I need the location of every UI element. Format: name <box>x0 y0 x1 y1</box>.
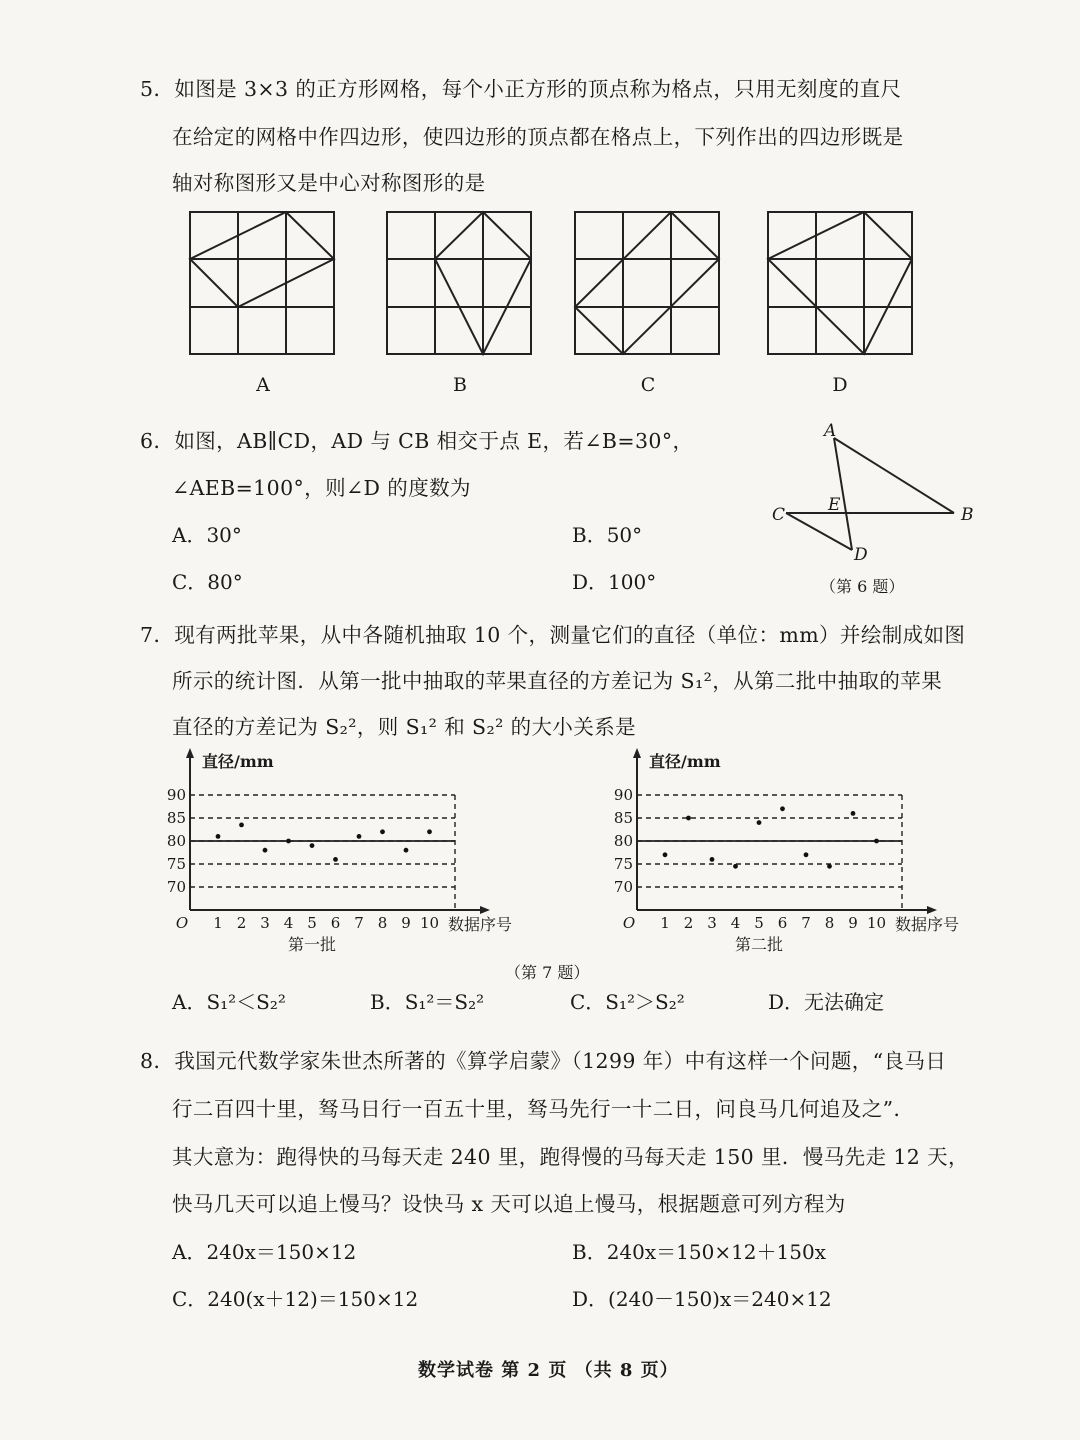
y-tick-label: 75 <box>613 855 633 873</box>
q7-chart-batch-1 <box>165 748 585 958</box>
q6-option-a: A．30° <box>172 523 242 547</box>
y-axis-label: 直径/mm <box>649 752 721 771</box>
data-point <box>710 857 715 862</box>
x-tick-label: 6 <box>330 914 341 932</box>
data-point <box>874 839 879 844</box>
q5-label-c: C <box>640 374 656 396</box>
data-point <box>804 852 809 857</box>
q6-option-b: B．50° <box>572 523 643 547</box>
x-tick-label: 1 <box>660 914 670 932</box>
x-axis-label: 数据序号 <box>895 915 960 934</box>
q7-chart-batch-2 <box>612 748 1032 958</box>
x-tick-label: 5 <box>754 914 764 932</box>
data-point <box>357 834 362 839</box>
q6-line-2: ∠AEB=100°，则∠D 的度数为 <box>172 476 471 500</box>
q7-option-a: A．S₁²＜S₂² <box>172 990 286 1014</box>
q6-point-a: A <box>824 421 837 441</box>
q8-option-a: A．240x＝150×12 <box>172 1240 357 1264</box>
q8-line-3: 其大意为：跑得快的马每天走 240 里，跑得慢的马每天走 150 里．慢马先走 12 天， <box>172 1145 969 1169</box>
q8-option-b: B．240x＝150×12＋150x <box>572 1240 826 1264</box>
data-point <box>733 864 738 869</box>
data-point <box>427 829 432 834</box>
q8-line-1: 8．我国元代数学家朱世杰所著的《算学启蒙》（1299 年）中有这样一个问题，“良马日 <box>140 1049 947 1073</box>
y-tick-label: 80 <box>613 832 633 850</box>
q5-line-1: 5．如图是 3×3 的正方形网格，每个小正方形的顶点称为格点，只用无刻度的直尺 <box>140 77 902 101</box>
y-axis-label: 直径/mm <box>202 752 274 771</box>
origin-label: O <box>175 914 189 932</box>
y-tick-label: 90 <box>613 786 633 804</box>
y-tick-label: 70 <box>613 878 633 896</box>
y-tick-label: 80 <box>166 832 186 850</box>
x-tick-label: 10 <box>866 914 887 932</box>
q8-line-2: 行二百四十里，驽马日行一百五十里，驽马先行一十二日，问良马几何追及之”． <box>172 1097 915 1121</box>
q5-figure-a <box>190 212 334 354</box>
q8-option-d: D．(240－150)x＝240×12 <box>572 1287 832 1311</box>
origin-label: O <box>622 914 636 932</box>
y-tick-label: 85 <box>166 809 186 827</box>
q5-figure-b <box>387 212 531 354</box>
x-tick-label: 3 <box>260 914 270 932</box>
x-tick-label: 8 <box>824 914 835 932</box>
x-axis-label: 数据序号 <box>448 915 513 934</box>
chart-title: 第一批 <box>287 935 337 954</box>
x-tick-label: 2 <box>683 914 694 932</box>
q5-line-3: 轴对称图形又是中心对称图形的是 <box>172 171 486 195</box>
q7-option-b: B．S₁²＝S₂² <box>370 990 485 1014</box>
x-tick-label: 7 <box>801 914 811 932</box>
data-point <box>286 839 291 844</box>
q7-line-2: 所示的统计图．从第一批中抽取的苹果直径的方差记为 S₁²，从第二批中抽取的苹果 <box>172 669 943 693</box>
data-point <box>780 806 785 811</box>
q7-line-3: 直径的方差记为 S₂²，则 S₁² 和 S₂² 的大小关系是 <box>172 715 637 739</box>
x-tick-label: 10 <box>419 914 440 932</box>
x-tick-label: 7 <box>354 914 364 932</box>
data-point <box>310 843 315 848</box>
y-tick-label: 75 <box>166 855 186 873</box>
q6-point-e: E <box>828 495 841 515</box>
data-point <box>380 829 385 834</box>
x-axis-arrow <box>927 906 937 914</box>
x-tick-label: 9 <box>848 914 858 932</box>
data-point <box>333 857 338 862</box>
data-point <box>851 811 856 816</box>
q7-option-d: D．无法确定 <box>768 990 885 1014</box>
q5-figure-d <box>768 212 912 354</box>
data-point <box>239 823 244 828</box>
data-point <box>216 834 221 839</box>
q6-option-c: C．80° <box>172 570 243 594</box>
q6-point-d: D <box>854 545 868 565</box>
x-tick-label: 8 <box>377 914 388 932</box>
x-tick-label: 9 <box>401 914 411 932</box>
q5-figure-c <box>575 212 719 354</box>
q5-label-b: B <box>453 374 467 396</box>
q6-option-d: D．100° <box>572 570 657 594</box>
x-tick-label: 5 <box>307 914 317 932</box>
x-tick-label: 3 <box>707 914 717 932</box>
q6-point-c: C <box>772 505 786 525</box>
data-point <box>404 848 409 853</box>
page-footer: 数学试卷 第 2 页 （共 8 页） <box>418 1360 679 1381</box>
x-tick-label: 2 <box>236 914 247 932</box>
y-axis-arrow <box>633 748 641 758</box>
data-point <box>757 820 762 825</box>
q6-figure <box>770 420 980 570</box>
q5-line-2: 在给定的网格中作四边形，使四边形的顶点都在格点上，下列作出的四边形既是 <box>172 125 904 149</box>
q7-caption: （第 7 题） <box>505 963 590 982</box>
y-tick-label: 85 <box>613 809 633 827</box>
x-tick-label: 1 <box>213 914 223 932</box>
x-axis-arrow <box>480 906 490 914</box>
q8-line-4: 快马几天可以追上慢马？设快马 x 天可以追上慢马，根据题意可列方程为 <box>172 1192 846 1216</box>
y-tick-label: 70 <box>166 878 186 896</box>
q5-label-a: A <box>256 374 270 396</box>
data-point <box>827 864 832 869</box>
x-tick-label: 6 <box>777 914 788 932</box>
q7-option-c: C．S₁²＞S₂² <box>570 990 685 1014</box>
q6-caption: （第 6 题） <box>820 577 905 596</box>
q8-option-c: C．240(x＋12)＝150×12 <box>172 1287 419 1311</box>
data-point <box>263 848 268 853</box>
data-point <box>686 816 691 821</box>
q7-line-1: 7．现有两批苹果，从中各随机抽取 10 个，测量它们的直径（单位：mm）并绘制成如图 <box>140 623 966 647</box>
q5-label-d: D <box>832 374 848 396</box>
x-tick-label: 4 <box>730 914 741 932</box>
y-axis-arrow <box>186 748 194 758</box>
data-point <box>663 852 668 857</box>
q6-point-b: B <box>961 505 974 525</box>
q6-line-1: 6．如图，AB∥CD，AD 与 CB 相交于点 E，若∠B=30°， <box>140 429 694 453</box>
y-tick-label: 90 <box>166 786 186 804</box>
chart-title: 第二批 <box>734 935 784 954</box>
x-tick-label: 4 <box>283 914 294 932</box>
